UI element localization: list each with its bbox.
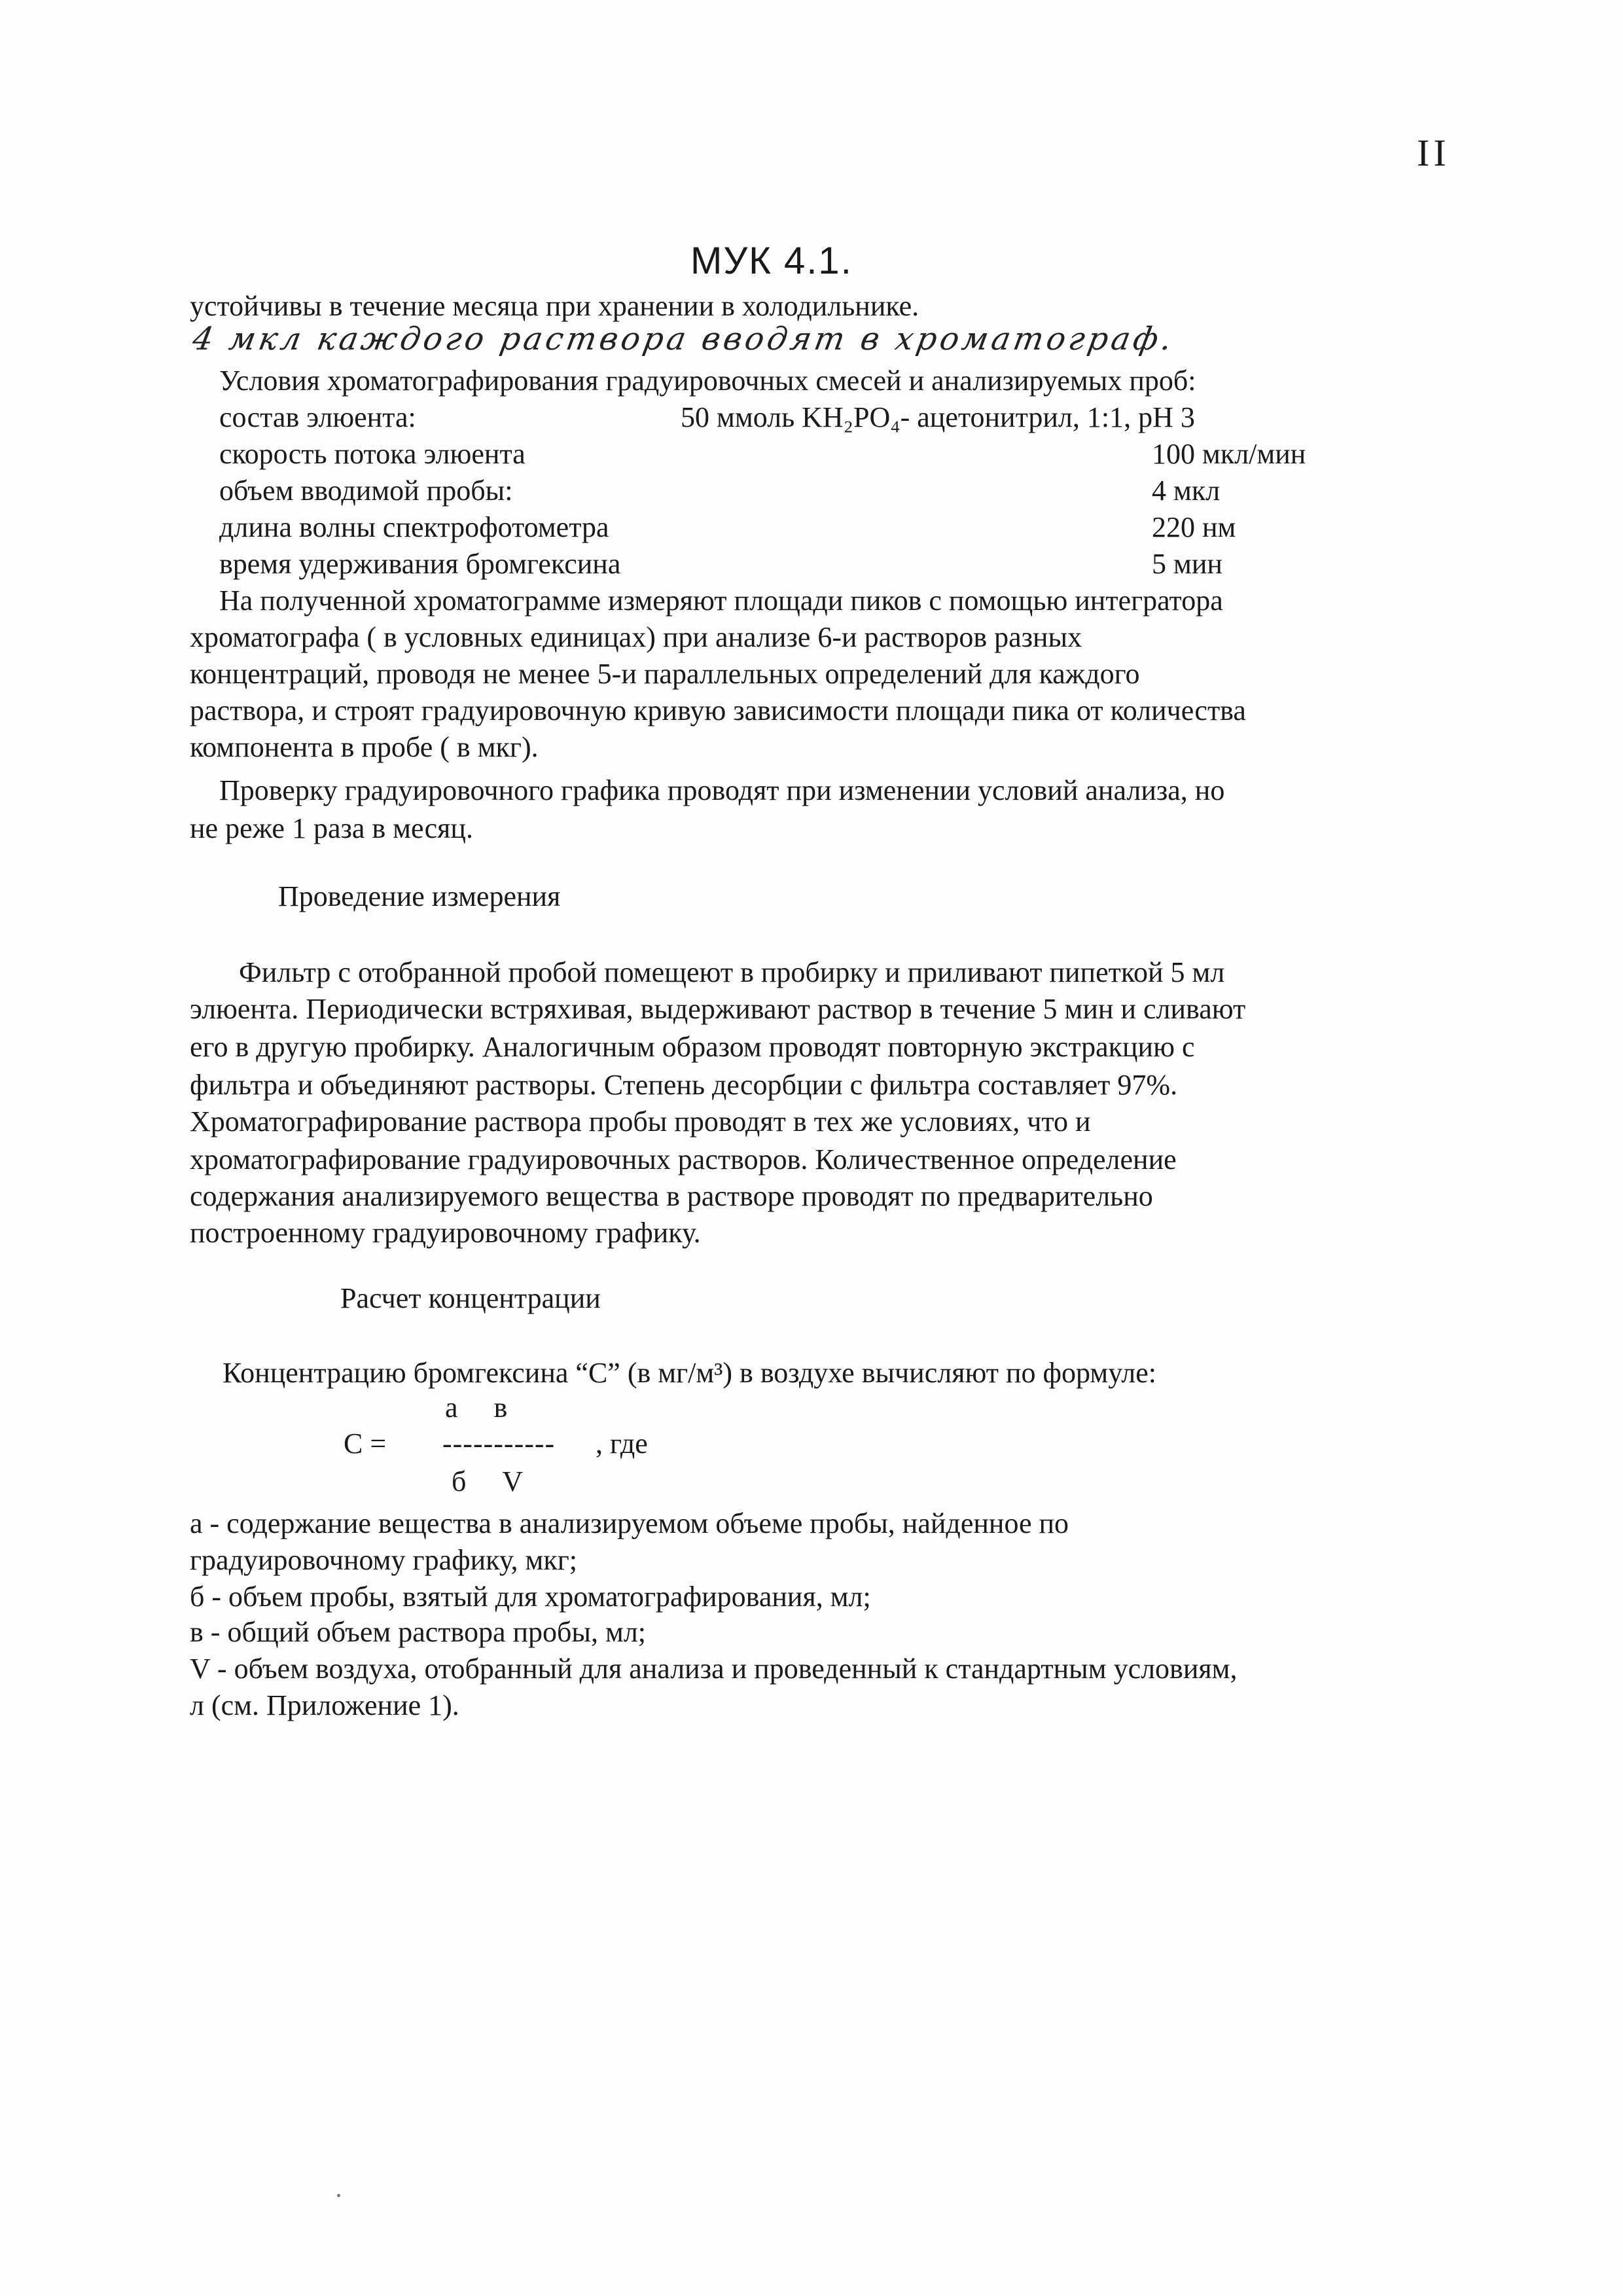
formula-fraction-line: -----------	[442, 1427, 556, 1460]
peaks-line: концентраций, проводя не менее 5-и параллельных определений для каждого	[190, 658, 1140, 690]
formula-denominator: б V	[452, 1465, 538, 1498]
param-value-wavelength: 220 нм	[1152, 511, 1236, 543]
peaks-line: На полученной хроматограмме измеряют площади пиков с помощью интегратора	[219, 584, 1223, 617]
param-value-eluent: 50 ммоль KH₂PO₄- ацетонитрил, 1:1, pH 3	[681, 401, 1195, 433]
definition-line: в - общий объем раствора пробы, мл;	[190, 1616, 647, 1648]
measurement-line: Фильтр с отобранной пробой помещеют в пробирку и приливают пипеткой 5 мл	[239, 956, 1225, 988]
definition-line: б - объем пробы, взятый для хроматографирования, мл;	[190, 1581, 871, 1613]
measurement-line: его в другую пробирку. Аналогичным образом проводят повторную экстракцию с	[190, 1031, 1195, 1063]
formula-numerator: а в	[445, 1391, 522, 1424]
param-value-retention-time: 5 мин	[1152, 548, 1222, 580]
measurement-line: построенному градуировочному графику.	[190, 1217, 701, 1249]
handwritten-note: 4 мкл каждого раствора вводят в хроматограф.	[190, 321, 1178, 357]
definition-line: л (см. Приложение 1).	[190, 1689, 459, 1721]
param-label-wavelength: длина волны спектрофотометра	[219, 511, 609, 543]
intro-line: устойчивы в течение месяца при хранении в холодильнике.	[190, 290, 919, 322]
check-line: не реже 1 раза в месяц.	[190, 812, 473, 844]
measurement-line: Хроматографирование раствора пробы проводят в тех же условиях, что и	[190, 1105, 1091, 1138]
param-label-retention-time: время удерживания бромгексина	[219, 548, 621, 580]
param-label-flow-rate: скорость потока элюента	[219, 438, 526, 470]
definition-line: градуировочному графику, мкг;	[190, 1544, 578, 1576]
peaks-line: раствора, и строят градуировочную кривую зависимости площади пика от количества	[190, 694, 1246, 726]
conditions-heading: Условия хроматографирования градуировочных смесей и анализируемых проб:	[219, 365, 1196, 397]
measurement-line: хроматографирование градуировочных растворов. Количественное определение	[190, 1143, 1177, 1175]
document-title: МУК 4.1.	[690, 240, 853, 282]
scan-speck	[337, 2194, 340, 2197]
param-value-injection-volume: 4 мкл	[1152, 475, 1221, 507]
measurement-line: содержания анализируемого вещества в растворе проводят по предварительно	[190, 1180, 1153, 1212]
calculation-heading: Расчет концентрации	[340, 1282, 601, 1314]
measurement-heading: Проведение измерения	[278, 880, 561, 912]
definition-line: а - содержание вещества в анализируемом объеме пробы, найденное по	[190, 1507, 1069, 1539]
definition-line: V - объем воздуха, отобранный для анализа и проведенный к стандартным условиям,	[190, 1653, 1238, 1685]
param-label-eluent: состав элюента:	[219, 401, 416, 433]
param-value-flow-rate: 100 мкл/мин	[1152, 438, 1306, 470]
measurement-line: элюента. Периодически встряхивая, выдерживают раствор в течение 5 мин и сливают	[190, 993, 1246, 1025]
peaks-line: компонента в пробе ( в мкг).	[190, 731, 539, 763]
peaks-line: хроматографа ( в условных единицах) при анализе 6-и растворов разных	[190, 621, 1082, 653]
page-number: II	[1417, 132, 1450, 174]
formula-lhs: С =	[344, 1427, 387, 1460]
calculation-intro: Концентрацию бромгексина “С” (в мг/м³) в воздухе вычисляют по формуле:	[223, 1357, 1156, 1389]
check-line: Проверку градуировочного графика проводят при изменении условий анализа, но	[219, 774, 1225, 806]
param-label-injection-volume: объем вводимой пробы:	[219, 475, 513, 507]
measurement-line: фильтра и объединяют растворы. Степень десорбции с фильтра составляет 97%.	[190, 1069, 1178, 1101]
formula-tail: , где	[596, 1427, 648, 1460]
